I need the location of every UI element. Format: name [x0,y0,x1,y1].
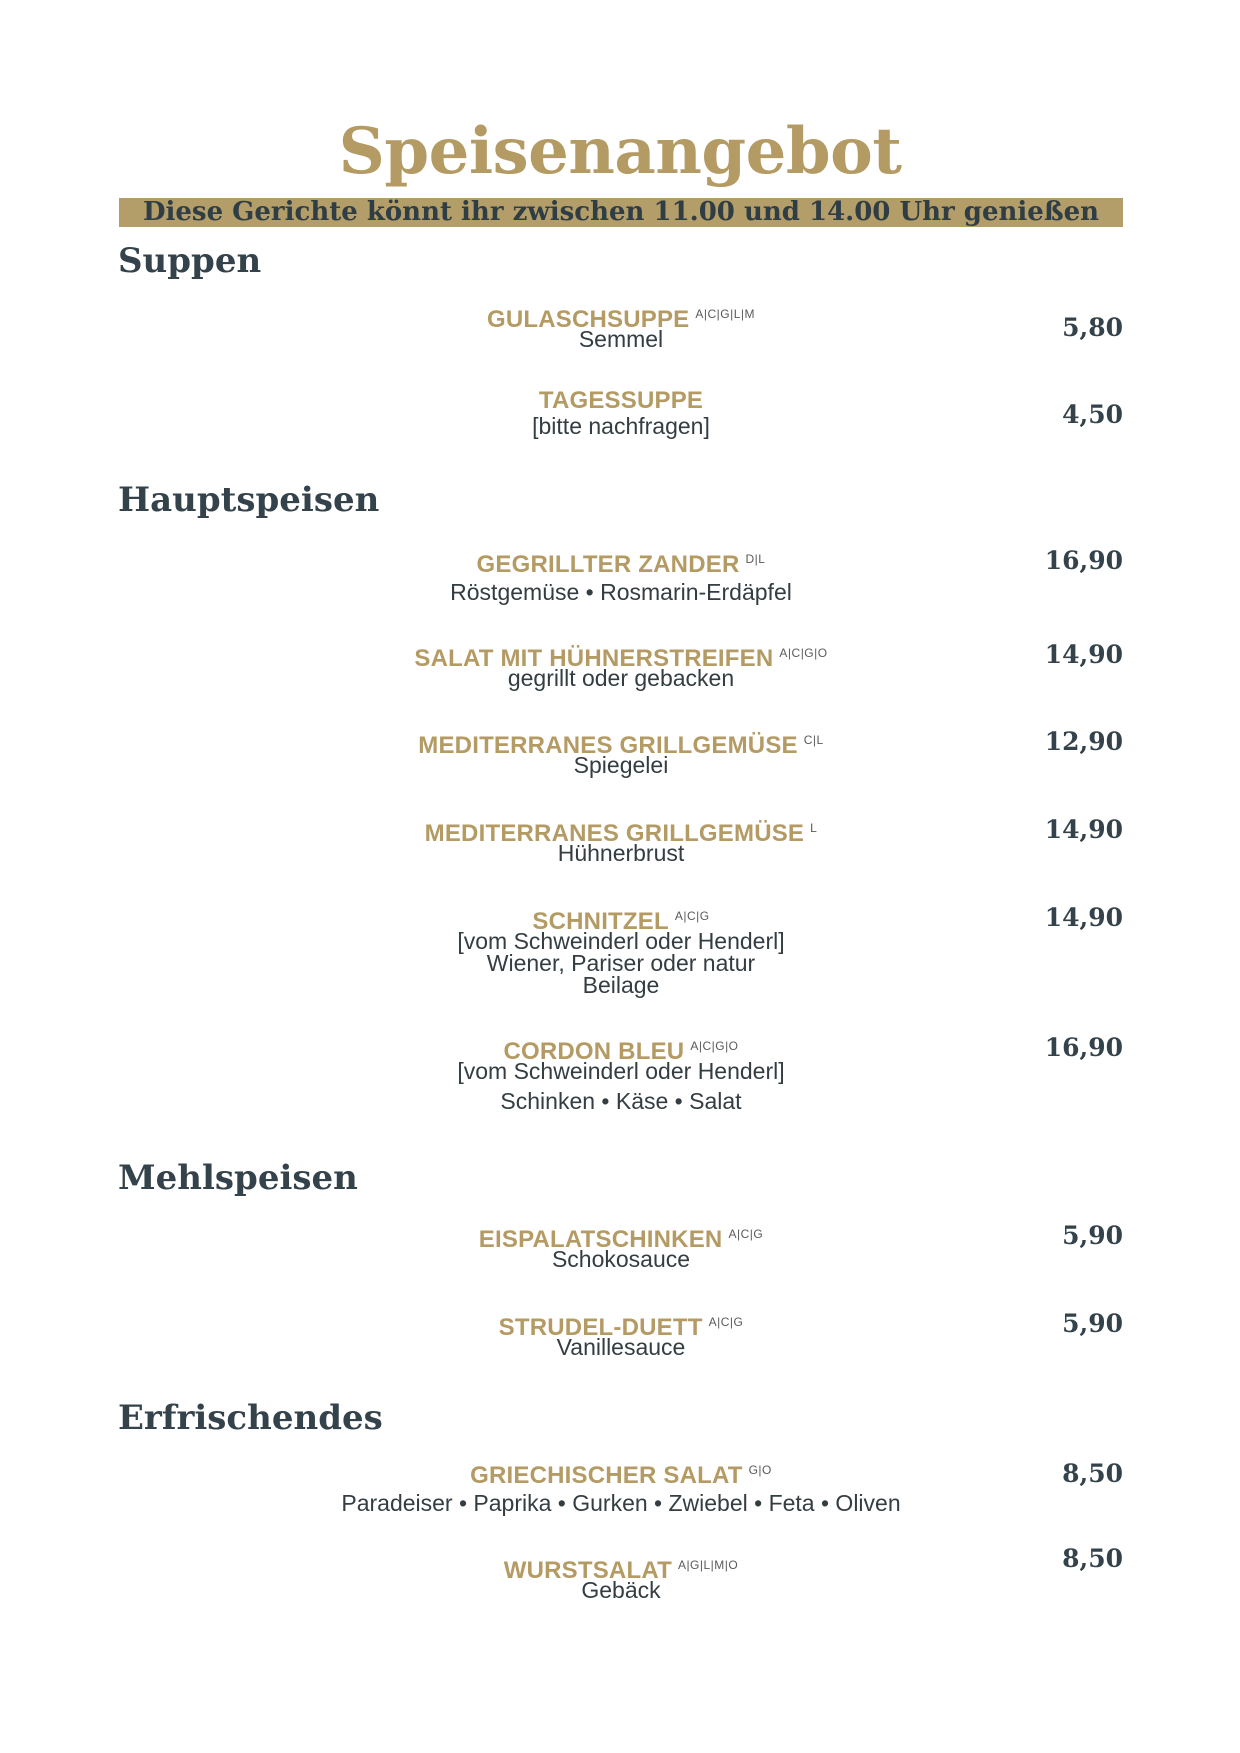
item-name: GULASCHSUPPE [486,306,690,333]
menu-item [119,726,1123,776]
menu-item [119,1032,1123,1112]
item-name: EISPALATSCHINKEN [478,1226,723,1253]
allergen-codes: D|L [745,552,766,566]
item-description: [vom Schweinderl oder Henderl] [457,1058,785,1084]
allergen-codes: L [810,821,818,835]
item-name: TAGESSUPPE [538,387,704,414]
item-name: STRUDEL-DUETT [498,1314,703,1341]
section-heading-mehlspeisen: Mehlspeisen [118,1158,358,1198]
page-title: Speisenangebot [338,114,902,189]
allergen-codes: A|C|G [728,1227,764,1241]
item-price: 16,90 [1044,1033,1123,1062]
item-description: Semmel [578,326,664,352]
item-price: 4,50 [1062,400,1123,429]
allergen-codes: A|G|L|M|O [677,1558,739,1572]
allergen-codes: A|C|G [674,909,710,923]
menu-item [119,1456,1123,1514]
item-name: GRIECHISCHER SALAT [470,1462,743,1489]
item-price: 5,90 [1062,1221,1123,1250]
item-price: 8,50 [1062,1459,1123,1488]
item-description: Schokosauce [551,1246,691,1272]
menu-item [119,545,1123,603]
allergen-codes: C|L [803,733,824,747]
menu-item [119,387,1123,437]
allergen-codes: G|O [748,1463,772,1477]
item-price: 5,80 [1062,313,1123,342]
item-description: gegrillt oder gebacken [507,665,735,691]
section-heading-erfrischendes: Erfrischendes [118,1398,383,1438]
allergen-codes: A|C|G|O [779,646,828,660]
item-price: 16,90 [1044,546,1123,575]
item-description: [bitte nachfragen] [532,413,710,439]
item-name: WURSTSALAT [503,1557,672,1584]
item-description: Vanillesauce [556,1334,686,1360]
item-description: Röstgemüse • Rosmarin-Erdäpfel [450,579,792,605]
menu-item [119,1544,1123,1603]
item-name: MEDITERRANES GRILLGEMÜSE [418,732,798,759]
menu-item [119,1308,1123,1358]
menu-item [119,300,1123,350]
menu-item [119,814,1123,864]
menu-item [119,902,1123,996]
item-name: SALAT MIT HÜHNERSTREIFEN [414,645,774,672]
allergen-codes: A|C|G [708,1315,744,1329]
item-name: GEGRILLTER ZANDER [476,551,740,578]
item-price: 14,90 [1044,815,1123,844]
section-heading-hauptspeisen: Hauptspeisen [118,480,380,520]
item-description: Wiener, Pariser oder natur [486,950,756,976]
item-price: 14,90 [1044,903,1123,932]
item-price: 8,50 [1062,1544,1123,1573]
item-description: Schinken • Käse • Salat [500,1088,742,1114]
item-price: 14,90 [1044,640,1123,669]
item-name: MEDITERRANES GRILLGEMÜSE [424,820,805,847]
serving-time-banner: Diese Gerichte könnt ihr zwischen 11.00 und 14.00 Uhr genießen [119,198,1123,227]
menu-item [119,639,1123,689]
item-description: Beilage [582,972,660,998]
item-description: Spiegelei [573,752,669,778]
allergen-codes: A|C|G|O [690,1039,739,1053]
menu-item [119,1220,1123,1270]
item-description: Paradeiser • Paprika • Gurken • Zwiebel • Feta • Oliven [341,1490,901,1516]
allergen-codes: A|C|G|L|M [695,307,756,321]
item-name: SCHNITZEL [532,908,669,935]
item-name: CORDON BLEU [503,1038,685,1065]
item-description: Hühnerbrust [557,840,685,866]
section-heading-suppen: Suppen [118,241,262,281]
item-price: 12,90 [1044,727,1123,756]
item-description: [vom Schweinderl oder Henderl] [457,928,785,954]
item-description: Gebäck [581,1577,661,1603]
item-price: 5,90 [1062,1309,1123,1338]
